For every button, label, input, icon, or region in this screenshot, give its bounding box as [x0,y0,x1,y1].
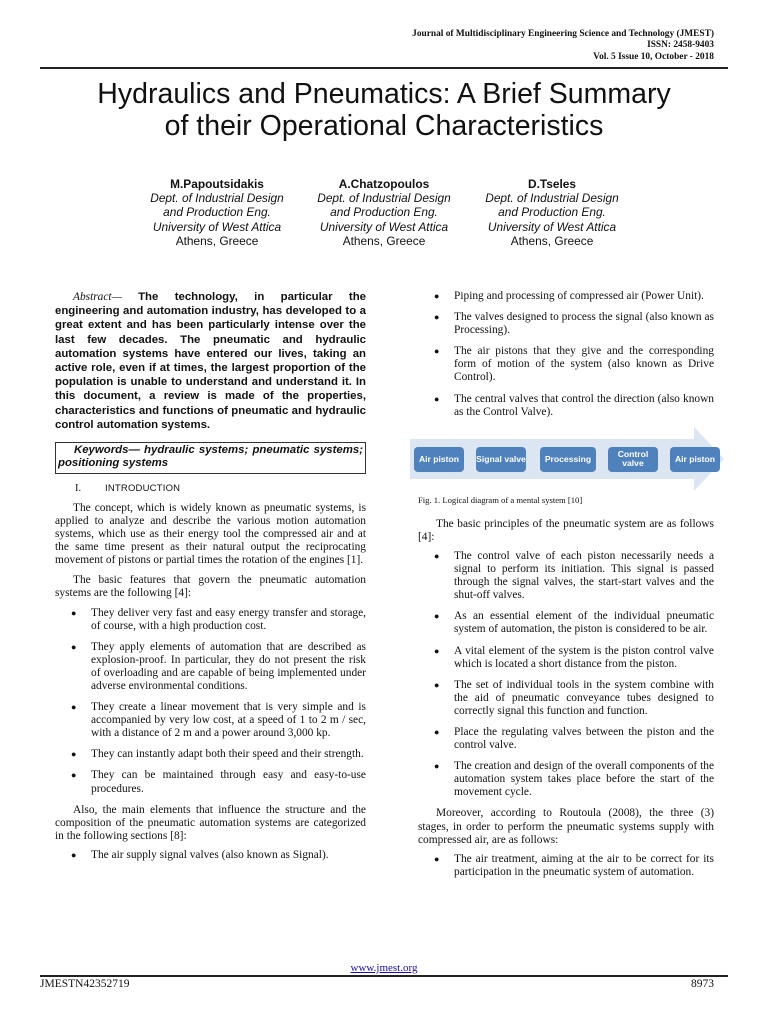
author-city: Athens, Greece [510,233,594,248]
right-column [418,290,714,887]
author-dept: Dept. of Industrial Design [317,191,451,206]
author-university: University of West Attica [487,219,617,234]
diagram-node-air-piston-2: Air piston [670,447,720,472]
list-item: ● They can instantly adapt both their speed and their strength. [71,748,364,761]
bullet-icon: ● [434,312,440,323]
bullet-icon: ● [434,853,440,864]
abstract-lead: Abstract— [73,291,122,303]
bullet-icon: ● [434,346,440,357]
list-item: ● The valves designed to process the signal (also known as Processing). [434,311,714,337]
features-list [55,607,366,796]
bullet-icon: ● [434,761,440,772]
stages-intro: Moreover, according to Routoula (2008), the three (3) stages, in order to perform the pneumatic systems supply with compressed air, are as follows: [418,807,714,846]
title-line-1: Hydraulics and Pneumatics: A Brief Summary [97,78,671,110]
figure-caption: Fig. 1. Logical diagram of a mental system [10] [418,494,583,505]
author-dept-2: and Production Eng. [163,205,271,220]
author-1 [132,177,302,248]
journal-website-link[interactable]: www.jmest.org [350,962,418,974]
author-university: University of West Attica [319,219,449,234]
journal-name: Journal of Multidisciplinary Engineering Science and Technology (JMEST) [412,29,714,39]
author-dept-2: and Production Eng. [330,205,438,220]
list-item: ● The air pistons that they give and the corresponding form of motion of the system (also known as Drive Control). [434,345,714,384]
sections-list [55,849,366,862]
section-number: I. [75,482,82,494]
abstract-text: The technology, in particular the engineering and automation industry, has developed to a great extent and has been particularly intense over the last few decades. The pneumatic and hydraulic automation systems have entered our lives, taking an active role, even if at times, the largest proportion of the population is unable to understand and understand it. In this document, a review is made of the properties, characteristics and functions of pneumatic and hydraulic control automation systems. [55,291,366,431]
intro-paragraph-2: The basic features that govern the pneumatic automation systems are the following [4]: [55,574,366,600]
sections-list-continued [418,290,714,419]
journal-issn: ISSN: 2458-9403 [647,40,714,51]
list-item: ● They can be maintained through easy and easy-to-use procedures. [71,769,366,795]
author-3 [467,177,637,248]
list-item: ● They apply elements of automation that are described as explosion-proof. In particular, they do not present the risk of overloading and are capable of being implemented under adverse environmental conditions. [71,640,366,692]
paper-id: JMESTN42352719 [40,978,130,990]
bullet-icon: ● [71,849,77,860]
bullet-icon: ● [434,679,440,690]
author-name: A.Chatzopoulos [338,177,430,191]
bullet-icon: ● [71,702,77,713]
list-item: ● The control valve of each piston necessarily needs a signal to perform its initiation. This signal is passed through the signal valves, the start-start valves and the shut-off valves. [434,549,714,602]
left-column [55,290,366,870]
author-2 [299,177,469,248]
intro-paragraph-1: The concept, which is widely known as pneumatic systems, is applied to analyze and describe the various motion automation systems, which use as their energy tool the compressed air and at the same time present as their natural output the reciprocating movement of pistons or partial times the rotation of the engines [1]. [55,501,366,567]
list-item: ● They deliver very fast and easy energy transfer and storage, of course, with a high production cost. [71,606,366,632]
paper-title [40,78,728,142]
list-item: ● A vital element of the system is the piston control valve which is located a short distance from the piston. [434,644,714,670]
list-item: ● As an essential element of the individual pneumatic system of automation, the piston is considered to be air. [434,610,714,636]
bullet-icon: ● [434,645,440,656]
bullet-icon: ● [71,607,77,618]
list-item: ● The air treatment, aiming at the air to be correct for its participation in the pneumatic system of automation. [434,852,714,878]
journal-header [412,29,714,63]
section-heading [55,482,366,495]
author-dept: Dept. of Industrial Design [485,191,619,206]
diagram-node-processing: Processing [540,447,596,472]
author-dept-2: and Production Eng. [498,205,606,220]
list-item: ● Piping and processing of compressed air (Power Unit). [434,290,704,302]
bullet-icon: ● [71,641,77,652]
author-name: D.Tseles [527,177,577,191]
bullet-icon: ● [434,611,440,622]
bullet-icon: ● [434,726,440,737]
author-city: Athens, Greece [175,233,259,248]
bullet-icon: ● [434,550,440,561]
principles-list [418,550,714,800]
logical-diagram [410,427,728,491]
bullet-icon: ● [71,770,77,781]
page-number: 8973 [691,978,714,990]
list-item: ● The air supply signal valves (also known as Signal). [71,848,329,861]
author-name: M.Papoutsidakis [170,177,264,191]
journal-volume: Vol. 5 Issue 10, October - 2018 [593,51,714,62]
author-university: University of West Attica [152,219,282,234]
list-item: ● The set of individual tools in the system combine with the aid of pneumatic conveyance tubes designed to correctly signal this function and function. [434,678,714,717]
author-dept: Dept. of Industrial Design [150,191,284,206]
list-item: ● The central valves that control the direction (also known as the Control Valve). [434,392,714,418]
list-item: ● The creation and design of the overall components of the automation system takes place before the start of the movement cycle. [434,760,714,799]
author-city: Athens, Greece [342,233,426,248]
stages-list [418,853,714,879]
keywords-box: Keywords— hydraulic systems; pneumatic systems; positioning systems [55,442,366,474]
bullet-icon: ● [71,749,77,760]
list-item: ● Place the regulating valves between the piston and the control valve. [434,725,714,752]
author-block [0,177,768,257]
bullet-icon: ● [434,291,440,301]
diagram-node-control-valve: Control valve [608,447,658,472]
bullet-icon: ● [434,393,440,404]
section-title: INTRODUCTION [105,482,181,494]
principles-intro: The basic principles of the pneumatic system are as follows [4]: [418,517,714,543]
list-item: ● They create a linear movement that is very simple and is accompanied by very low cost, at a speed of 1 to 2 m / sec, with a distance of 2 m and a power around 3,000 kp. [71,701,366,740]
footer-divider [40,975,728,977]
abstract [55,290,366,432]
diagram-node-air-piston: Air piston [414,447,464,472]
title-line-2: of their Operational Characteristics [164,110,604,142]
intro-paragraph-3: Also, the main elements that influence the structure and the composition of the pneumatic automation systems are categorized in the following sections [8]: [55,803,366,842]
header-divider [40,67,728,69]
diagram-node-signal-valve: Signal valve [476,447,526,472]
